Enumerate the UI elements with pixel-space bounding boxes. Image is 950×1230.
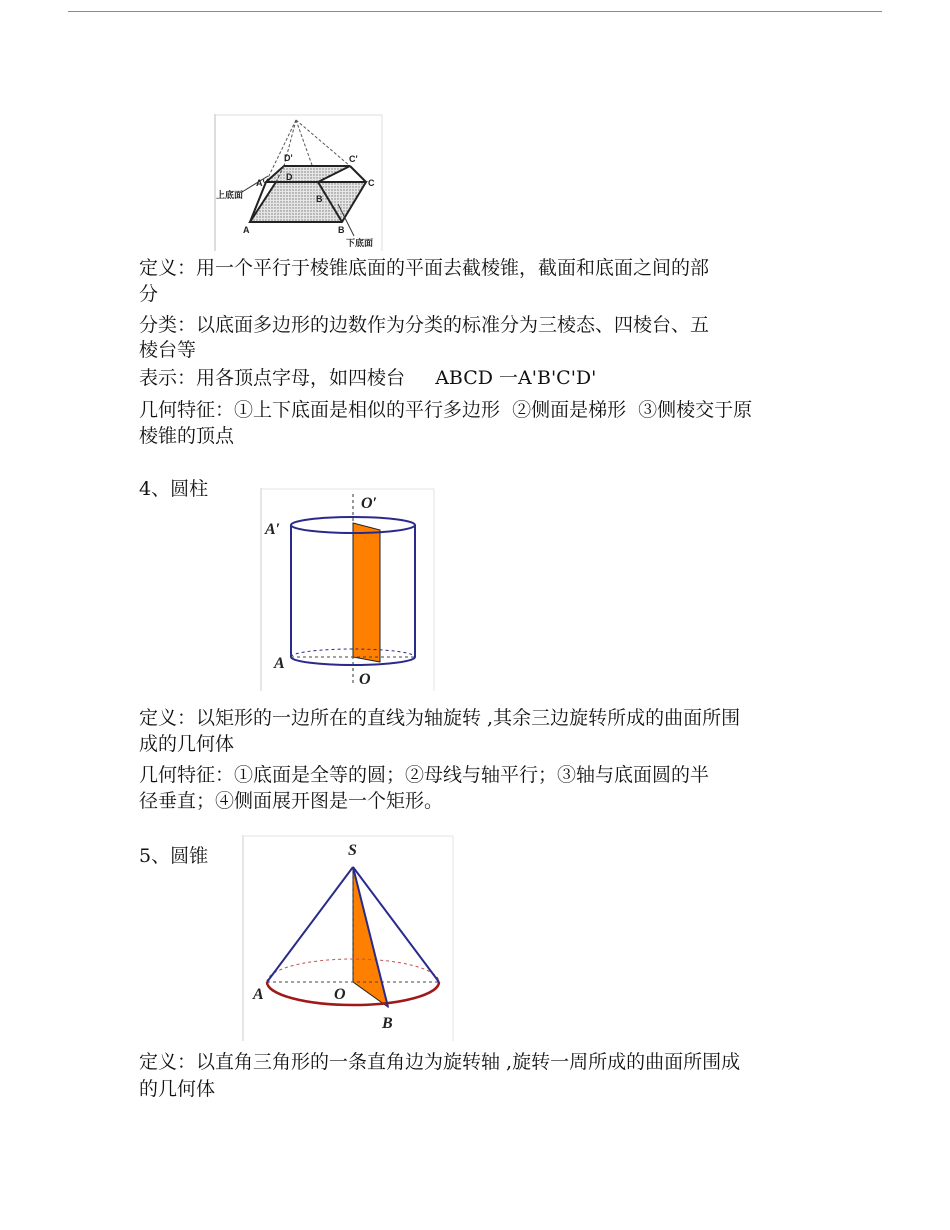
cylinder-features-line2: 径垂直；④侧面展开图是一个矩形。 [139,790,444,812]
cone-heading: 5、圆锥 [139,845,209,867]
cone-figure [242,835,454,1041]
frustum-features-line1: 几何特征：①上下底面是相似的平行多边形 ②侧面是梯形 ③侧棱交于原 [139,399,753,421]
cylinder-features-line1: 几何特征：①底面是全等的圆；②母线与轴平行；③轴与底面圆的半 [139,764,710,786]
cone-definition-line1: 定义：以直角三角形的一条直角边为旋转轴 ,旋转一周所成的曲面所围成 [139,1051,741,1073]
cone-label-S: S [348,842,357,859]
label-D1: D' [284,153,293,163]
frustum-definition-line2: 分 [139,283,159,305]
label-D: D [286,172,293,182]
cylinder-heading: 4、圆柱 [139,478,209,500]
frustum-features-line2: 棱锥的顶点 [139,425,235,447]
label-C: C [368,178,375,188]
frustum-classification-line1: 分类：以底面多边形的边数作为分类的标准分为三棱态、四棱台、五 [139,314,710,336]
cyl-label-O-top: O′ [361,495,378,512]
label-C1: C' [349,154,358,164]
cyl-label-A-top: A′ [265,521,281,538]
cylinder-definition-line1: 定义：以矩形的一边所在的直线为轴旋转 ,其余三边旋转所成的曲面所围 [139,707,741,729]
frustum-definition-line1: 定义：用一个平行于棱锥底面的平面去截棱锥，截面和底面之间的部 [139,257,710,279]
frustum-classification-line2: 棱台等 [139,339,197,361]
cyl-label-A-bottom: A [274,655,285,672]
header-rule [68,11,882,12]
label-A1: A' [256,178,265,188]
frustum-figure [214,114,384,251]
label-top-face: 上底面 [216,190,244,200]
label-B: B [338,225,345,235]
cylinder-figure [260,488,435,691]
label-B1: B [316,194,323,204]
cyl-label-O-bottom: O [359,671,371,688]
cone-label-B: B [382,1015,393,1032]
label-bottom-face: 下底面 [346,238,374,248]
cone-label-A: A [253,986,264,1003]
frustum-notation: 表示：用各顶点字母，如四棱台 ABCD 一A'B'C'D' [139,367,597,389]
cylinder-definition-line2: 成的几何体 [139,733,235,755]
label-A: A [243,225,250,235]
cone-label-O: O [334,986,346,1003]
cone-definition-line2: 的几何体 [139,1078,216,1100]
